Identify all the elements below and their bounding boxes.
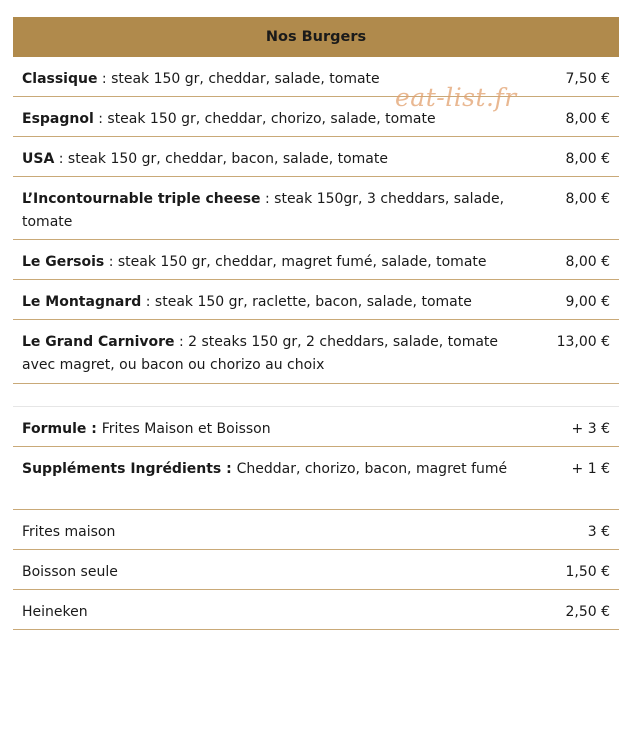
- item-name: Suppléments Ingrédients :: [22, 461, 237, 477]
- item-name: Espagnol: [22, 111, 94, 127]
- item-description: : steak 150 gr, cheddar, salade, tomate: [97, 71, 380, 87]
- item-description: Frites maison: [22, 524, 116, 540]
- item-description: : steak 150 gr, cheddar, chorizo, salade, tomate: [93, 111, 436, 127]
- item-description: : steak 150gr, 3 cheddars, salade, tomate: [22, 191, 505, 230]
- item-price: 8,00 €: [565, 254, 610, 270]
- item-price: 2,50 €: [565, 604, 610, 620]
- item-price: + 1 €: [571, 461, 610, 477]
- item-description: Boisson seule: [22, 564, 118, 580]
- item-price: 7,50 €: [565, 71, 610, 87]
- item-price: 8,00 €: [565, 191, 610, 207]
- item-price: 9,00 €: [565, 294, 610, 310]
- item-name: Classique: [22, 71, 98, 87]
- menu-table: [13, 17, 619, 630]
- item-description: : steak 150 gr, cheddar, bacon, salade, tomate: [54, 151, 388, 167]
- item-price: 1,50 €: [565, 564, 610, 580]
- watermark: eat-list.fr: [395, 83, 517, 112]
- section-divider: [13, 384, 619, 407]
- menu-title: Nos Burgers: [265, 29, 367, 45]
- item-name: Le Grand Carnivore: [22, 334, 175, 350]
- extra-item: [13, 510, 619, 550]
- menu-item: [13, 320, 619, 384]
- item-description: : steak 150 gr, raclette, bacon, salade, tomate: [141, 294, 472, 310]
- item-price: 3 €: [587, 524, 610, 540]
- item-name: USA: [22, 151, 55, 167]
- item-description: : 2 steaks 150 gr, 2 cheddars, salade, tomate avec magret, ou bacon ou chorizo au choix: [22, 334, 499, 373]
- menu-item: [13, 280, 619, 320]
- item-description: Frites Maison et Boisson: [101, 421, 271, 437]
- extra-item: [13, 550, 619, 590]
- item-name: Le Montagnard: [22, 294, 142, 310]
- menu-item: [13, 177, 619, 240]
- item-description: Cheddar, chorizo, bacon, magret fumé: [236, 461, 508, 477]
- item-price: 8,00 €: [565, 151, 610, 167]
- item-price: + 3 €: [571, 421, 610, 437]
- item-description: Heineken: [22, 604, 88, 620]
- item-price: 13,00 €: [556, 334, 610, 350]
- extra-item: [13, 407, 619, 447]
- menu-item: [13, 97, 619, 137]
- extra-item: [13, 590, 619, 630]
- menu-item: [13, 57, 619, 97]
- menu-item: [13, 137, 619, 177]
- extra-item: [13, 447, 619, 510]
- menu-header: [13, 17, 619, 57]
- item-description: : steak 150 gr, cheddar, magret fumé, salade, tomate: [104, 254, 487, 270]
- item-name: L’Incontournable triple cheese: [22, 191, 261, 207]
- menu-item: [13, 240, 619, 280]
- item-name: Formule :: [22, 421, 102, 437]
- item-price: 8,00 €: [565, 111, 610, 127]
- item-name: Le Gersois: [22, 254, 105, 270]
